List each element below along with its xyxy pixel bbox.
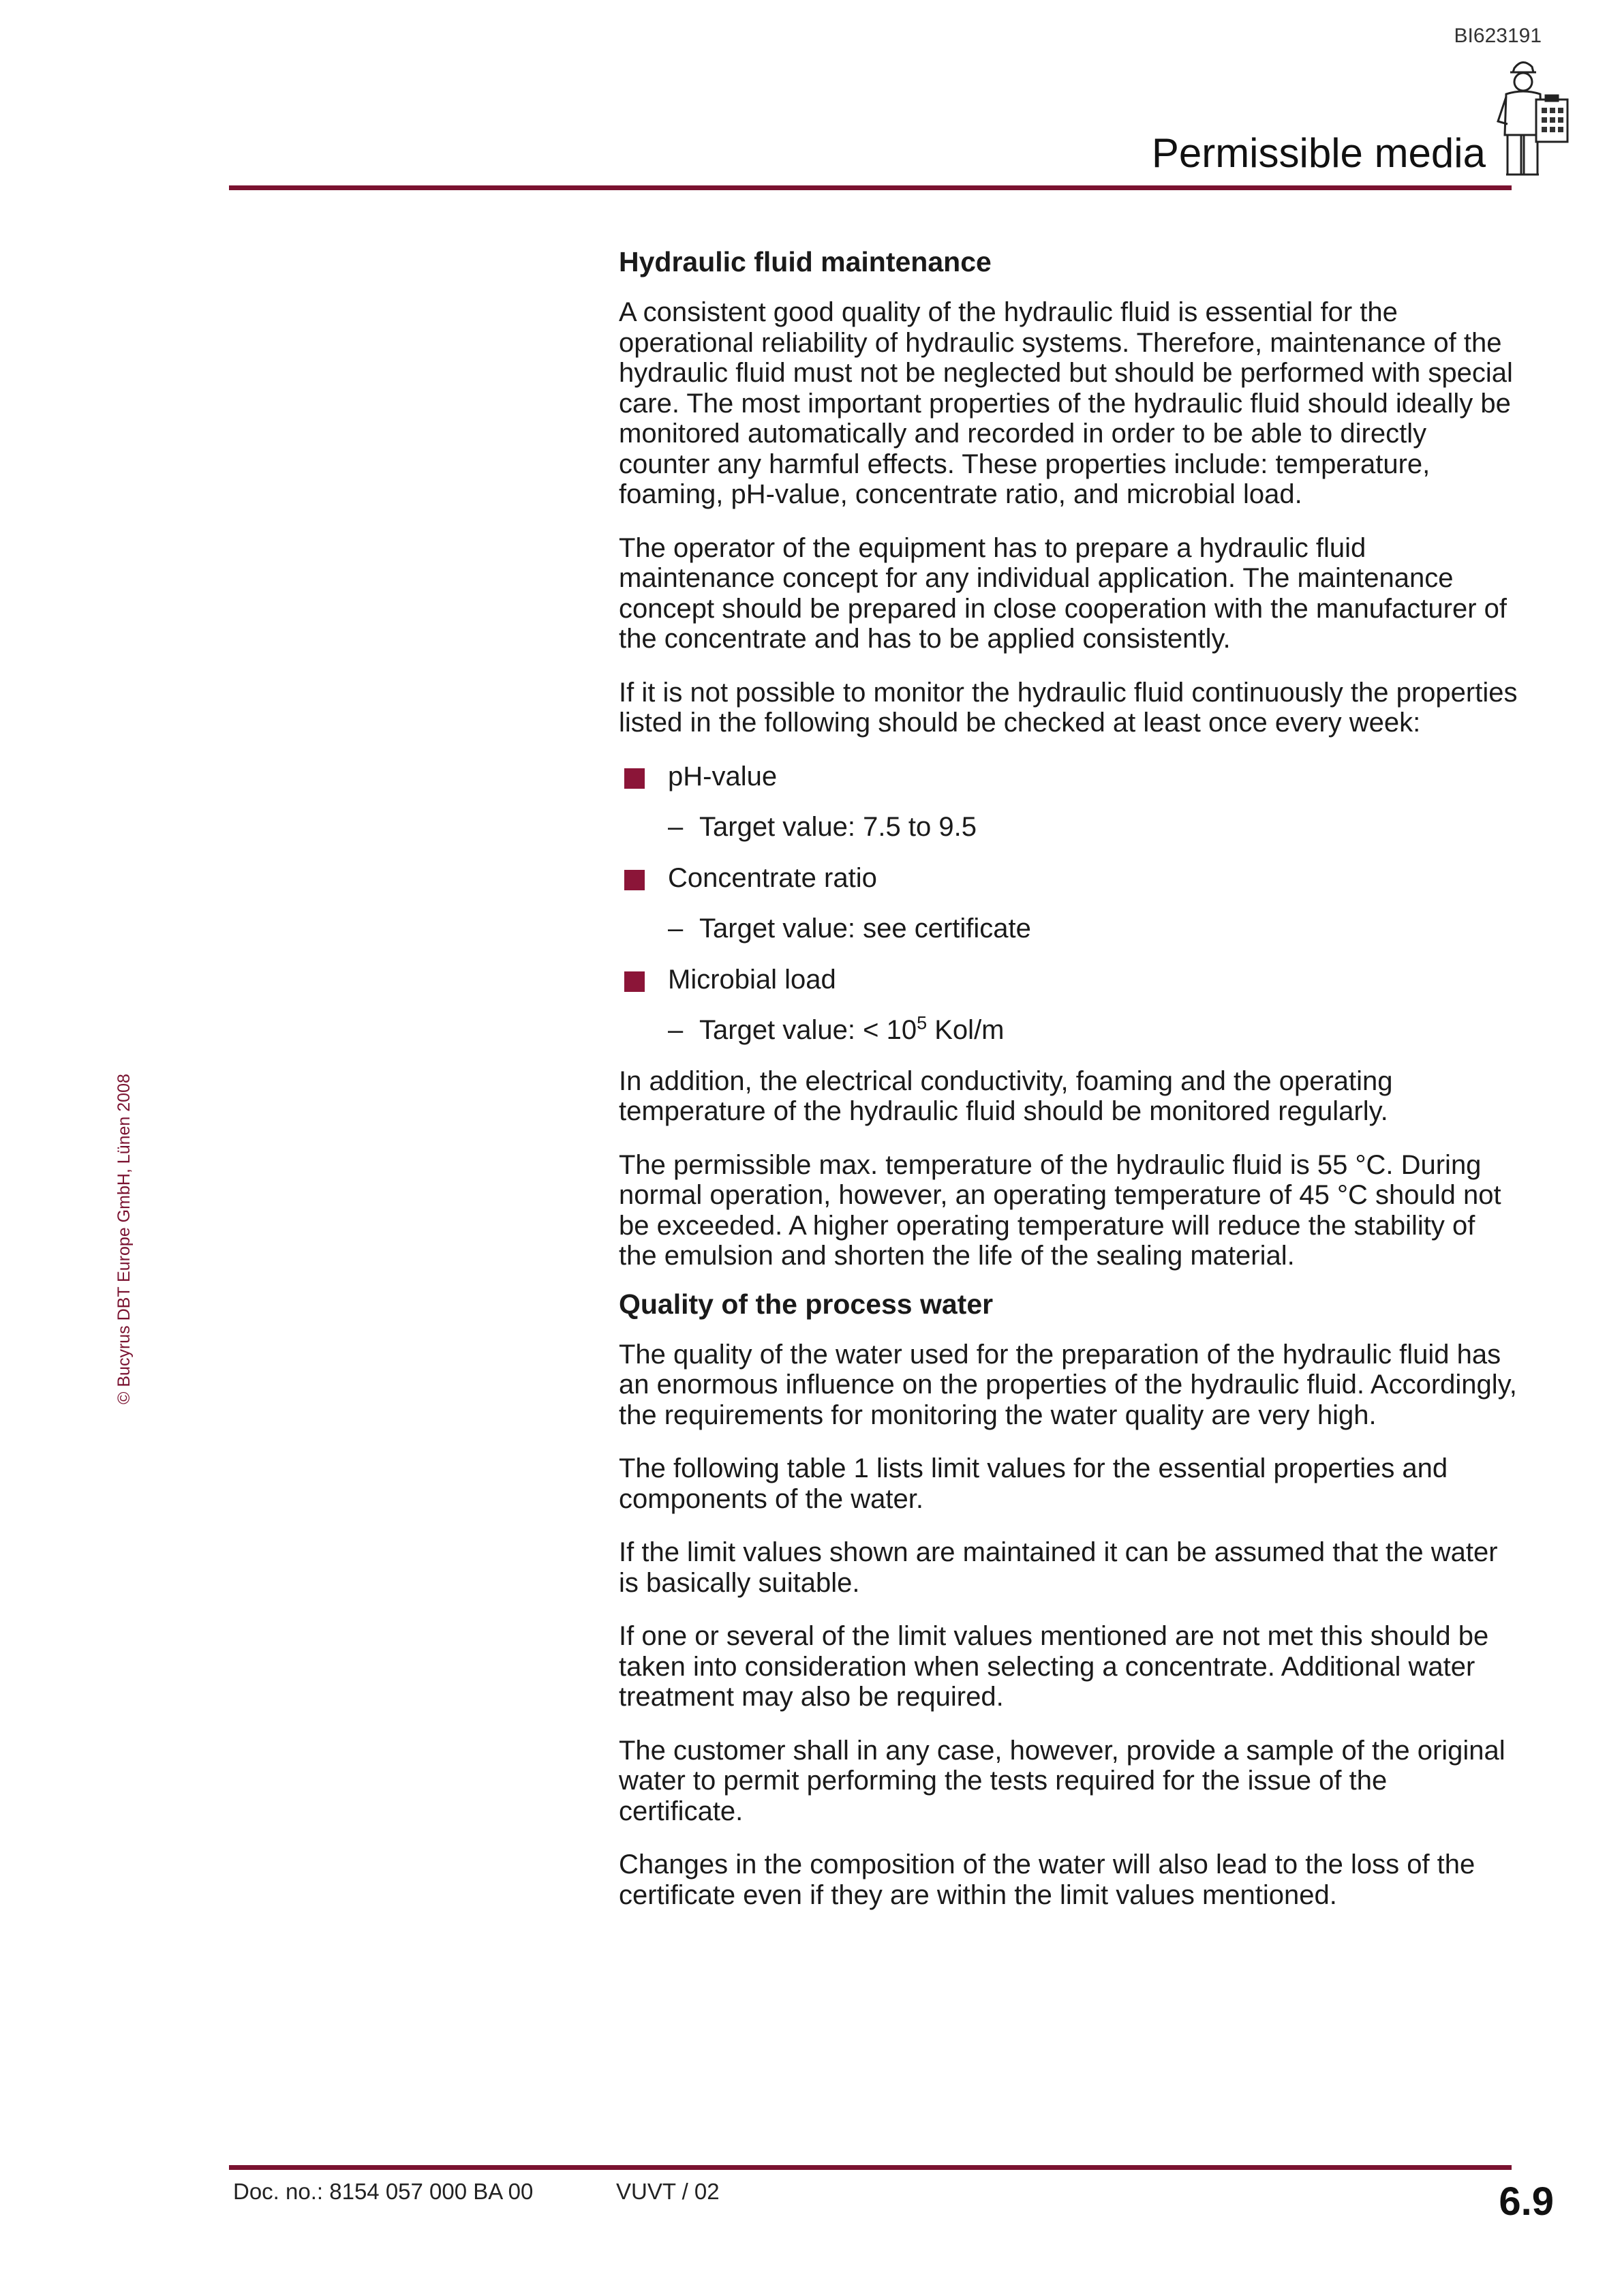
- worker-with-clipboard-icon: [1487, 53, 1576, 183]
- paragraph: The following table 1 lists limit values for the essential properties and components of the water.: [619, 1453, 1448, 1514]
- paragraph: The operator of the equipment has to prepare a hydraulic fluid maintenance concept for any individual application. The maintenance concept should be prepared in close cooperation with the manufacturer of the concentrate and has to be applied consistently.: [619, 532, 1508, 654]
- section-heading-process-water: Quality of the process water: [619, 1288, 994, 1320]
- bullet-label: Microbial load: [668, 964, 836, 995]
- bullet-label: pH-value: [668, 761, 778, 791]
- target-value-exponent: 5: [917, 1012, 928, 1033]
- page-title: Permissible media: [1151, 130, 1486, 176]
- footer-reference: VUVT / 02: [616, 2179, 720, 2204]
- bullet-item-concentrate-ratio: [619, 863, 1518, 894]
- target-value: Target value: 7.5 to 9.5: [699, 812, 977, 842]
- main-content: [619, 245, 1518, 1933]
- dash-marker: –: [668, 812, 684, 842]
- paragraph: In addition, the electrical conductivity, foaming and the operating temperature of the hydraulic fluid should be monitored regularly.: [619, 1066, 1393, 1126]
- paragraph: The permissible max. temperature of the hydraulic fluid is 55 °C. During normal operation, however, an operating temperature of 45 °C should not be exceeded. A higher operating temperature will reduce the stability of the emulsion and shorten the life of the sealing material.: [619, 1149, 1501, 1271]
- bullet-item-microbial-load: [619, 965, 1518, 995]
- paragraph: The customer shall in any case, however, provide a sample of the original water to permit performing the tests required for the issue of the certificate.: [619, 1735, 1505, 1826]
- paragraph: If it is not possible to monitor the hydraulic fluid continuously the properties listed in the following should be checked at least once every week:: [619, 677, 1518, 738]
- target-value: Target value: see certificate: [699, 913, 1031, 943]
- copyright-notice: © Bucyrus DBT Europe GmbH, Lünen 2008: [114, 1074, 134, 1404]
- footer-divider: [229, 2165, 1512, 2170]
- bullet-square-icon: [624, 768, 645, 789]
- page-number: 6.9: [1499, 2179, 1554, 2224]
- dash-marker: –: [668, 913, 684, 943]
- section-heading-fluid-maintenance: Hydraulic fluid maintenance: [619, 246, 992, 277]
- paragraph: Changes in the composition of the water will also lead to the loss of the certificate even if they are within the limit values mentioned.: [619, 1849, 1475, 1910]
- sub-item-target: [619, 812, 1518, 843]
- paragraph: If one or several of the limit values mentioned are not met this should be taken into consideration when selecting a concentrate. Additional water treatment may also be required.: [619, 1621, 1489, 1712]
- bullet-item-ph-value: [619, 761, 1518, 792]
- sub-item-target: [619, 1012, 1518, 1046]
- bullet-label: Concentrate ratio: [668, 862, 877, 893]
- bullet-square-icon: [624, 870, 645, 890]
- bullet-square-icon: [624, 971, 645, 992]
- paragraph: The quality of the water used for the preparation of the hydraulic fluid has an enormous influence on the properties of the hydraulic fluid. Accordingly, the requirements for monitoring the water quality are very high.: [619, 1339, 1517, 1430]
- target-value-unit: Kol/m: [927, 1015, 1005, 1045]
- paragraph: A consistent good quality of the hydraulic fluid is essential for the operational reliability of hydraulic systems. Therefore, maintenance of the hydraulic fluid must not be neglected but should be performed with special care. The most important properties of the hydraulic fluid should ideally be monitored automatically and recorded in order to be able to directly counter any harmful effects. These properties include: temperature, foaming, pH-value, concentrate ratio, and microbial load.: [619, 297, 1513, 509]
- document-id: BI623191: [1454, 25, 1542, 47]
- paragraph: If the limit values shown are maintained it can be assumed that the water is basically suitable.: [619, 1537, 1498, 1598]
- target-value-prefix: Target value: < 10: [699, 1015, 917, 1045]
- header-divider: [229, 185, 1512, 190]
- sub-item-target: [619, 913, 1518, 944]
- dash-marker: –: [668, 1015, 684, 1045]
- footer-document-number: Doc. no.: 8154 057 000 BA 00: [233, 2179, 534, 2204]
